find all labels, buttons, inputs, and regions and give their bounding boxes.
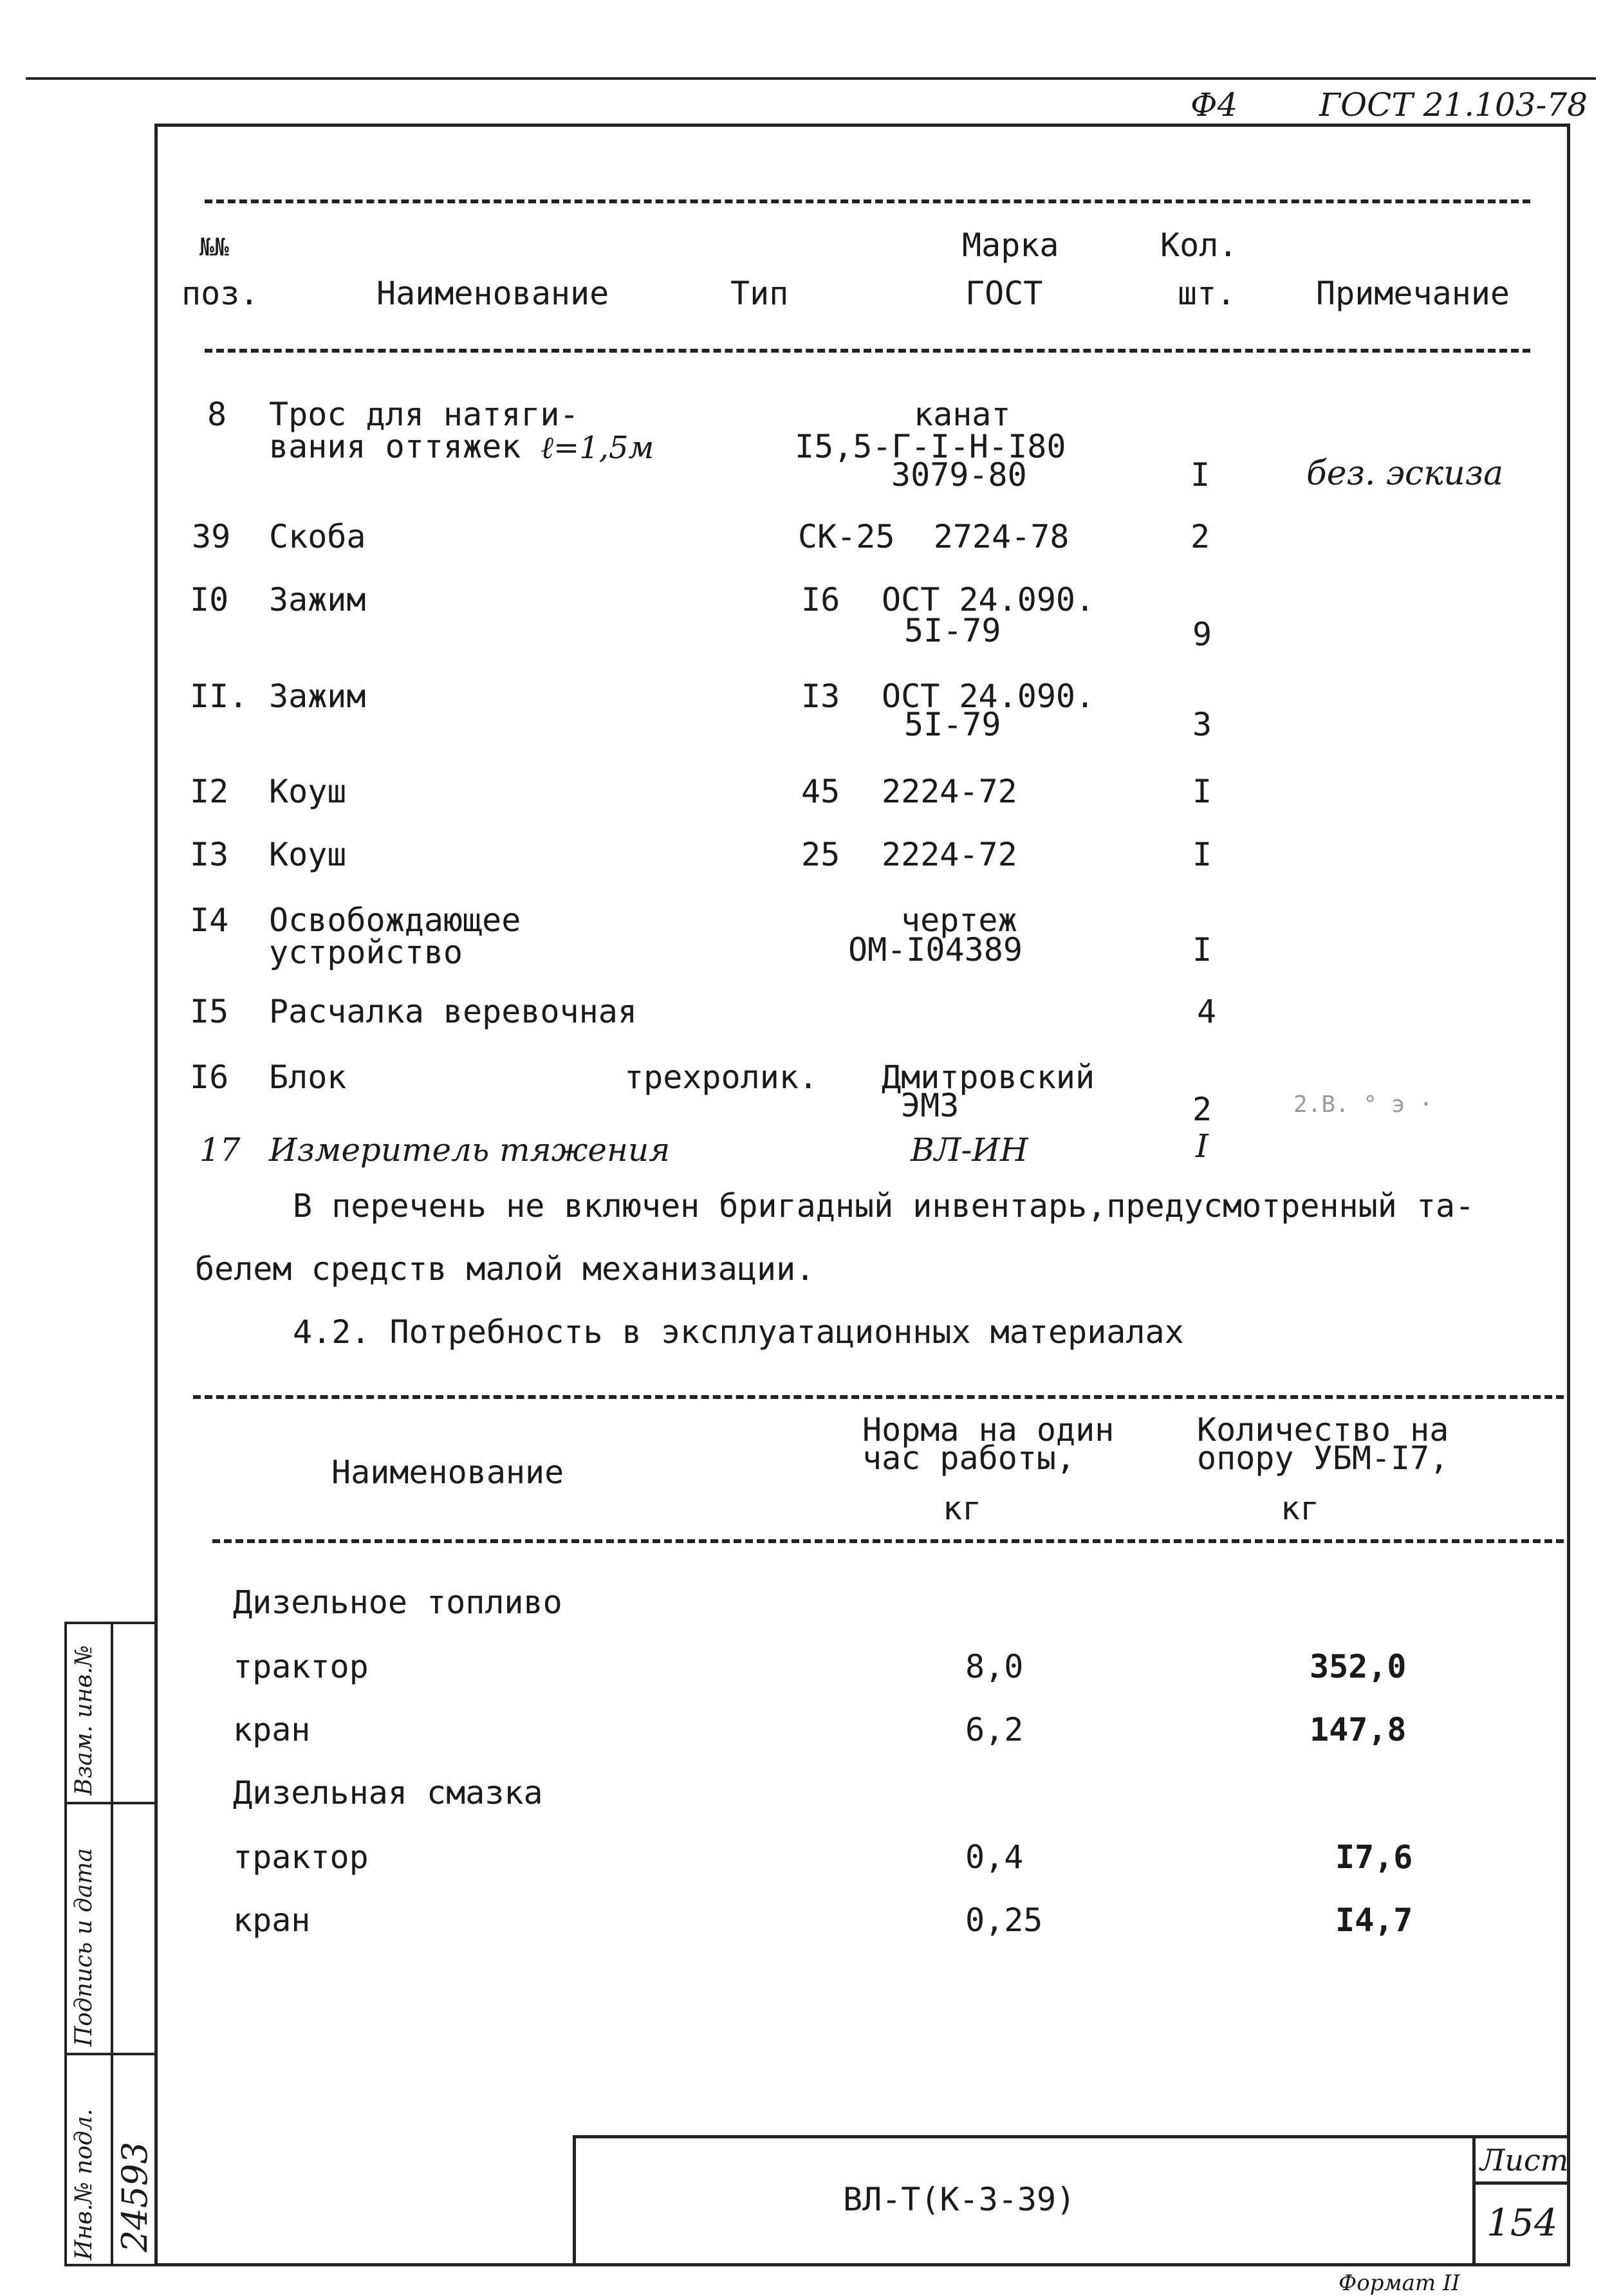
row-pos: I3: [190, 836, 229, 873]
format-label: Формат II: [1339, 2270, 1460, 2296]
col-pos-header-1: №№: [199, 233, 229, 261]
row-pos: I2: [190, 773, 229, 810]
row-qty: 3: [1192, 706, 1212, 743]
col-type-header: Тип: [730, 275, 789, 312]
sheet-code: Ф4: [1190, 86, 1238, 124]
col-qty-header-2: шт.: [1178, 275, 1236, 312]
row-type: I6: [801, 581, 840, 618]
materials-dash-top: [193, 1395, 1564, 1399]
material-name: трактор: [233, 1838, 369, 1876]
row-pos: 8: [207, 396, 227, 433]
row-mark: 5I-79: [904, 612, 1001, 649]
row-pos: I4: [190, 902, 229, 939]
signature-label: Подпись и дата: [71, 1848, 97, 2046]
row-name: Трос для натяги-: [269, 396, 579, 433]
row-qty: I: [1192, 836, 1212, 873]
col-norm-unit: кг: [943, 1490, 982, 1527]
row-type: I3: [801, 678, 840, 715]
material-qty: 352,0: [1310, 1648, 1407, 1685]
row-pos: I0: [190, 581, 229, 618]
row-mark: чертеж: [901, 902, 1017, 939]
col-norm-header-1: Норма на один: [862, 1411, 1115, 1449]
row-mark: 2224-72: [882, 773, 1017, 810]
materials-dash-bottom: [212, 1539, 1564, 1543]
material-qty: 147,8: [1310, 1711, 1407, 1748]
section-title: 4.2. Потребность в эксплуатационных материалах: [293, 1313, 1184, 1351]
row-name: Коуш: [269, 836, 347, 873]
row-type: 45: [801, 773, 840, 810]
col-qty-header-1: Кол.: [1160, 227, 1238, 264]
paragraph-line: белем средств малой механизации.: [195, 1250, 815, 1288]
col-mark-header-2: ГОСТ: [965, 275, 1043, 312]
row-mark: ОСТ 24.090.: [882, 678, 1095, 715]
material-norm: 8,0: [965, 1648, 1024, 1685]
row-pos: 39: [192, 518, 231, 555]
row-qty: I: [1192, 931, 1212, 968]
material-name: кран: [233, 1902, 311, 1939]
margin-stamp-rule: [64, 2053, 154, 2055]
row-type: трехролик.: [624, 1059, 819, 1096]
row-qty: 2: [1190, 518, 1210, 555]
row-mark: канат: [914, 396, 1011, 433]
row-pos-handwritten: 17: [199, 1131, 241, 1169]
col-note-header: Примечание: [1316, 275, 1510, 312]
row-mark: ОМ-I04389: [848, 931, 1023, 968]
row-qty-handwritten: I: [1196, 1127, 1209, 1165]
material-group: Дизельная смазка: [233, 1774, 543, 1811]
replace-inv-label: Взам. инв.№: [71, 1645, 97, 1795]
title-block-divider: [1472, 2181, 1570, 2185]
row-qty: 9: [1192, 616, 1212, 653]
row-mark: ОСТ 24.090.: [882, 581, 1095, 618]
row-name-handwritten: Измеритель тяжения: [269, 1131, 671, 1169]
material-name: кран: [233, 1711, 311, 1748]
row-mark-handwritten: ВЛ-ИН: [911, 1131, 1028, 1169]
material-norm: 6,2: [965, 1711, 1024, 1748]
row-type: 25: [801, 836, 840, 873]
row-name-handwritten: ℓ=1,5м: [541, 430, 654, 466]
inv-number-label: Инв.№ подл.: [71, 2108, 97, 2260]
row-name: Скоба: [269, 518, 366, 555]
paragraph-line: В перечень не включен бригадный инвентарь,предусмотренный та-: [293, 1187, 1475, 1225]
col-qty-header-2: опору УБМ-I7,: [1197, 1440, 1449, 1477]
row-mark: Дмитровский: [882, 1059, 1095, 1096]
row-note-handwritten: без. эскиза: [1306, 454, 1504, 493]
row-note-faint: 2.В. ° э ·: [1293, 1091, 1433, 1118]
material-qty: I7,6: [1335, 1838, 1413, 1876]
inv-number: 24593: [115, 2142, 155, 2252]
title-block-divider: [1472, 2135, 1476, 2266]
row-mark: ЭМЗ: [901, 1087, 959, 1124]
row-qty: I: [1192, 773, 1212, 810]
material-name: трактор: [233, 1648, 369, 1685]
col-norm-header-2: час работы,: [862, 1440, 1076, 1477]
sheet-number: 154: [1487, 2201, 1558, 2245]
margin-stamp-divider: [111, 1622, 113, 2266]
col-qty-unit: кг: [1281, 1490, 1320, 1527]
row-name: Расчалка веревочная: [269, 993, 637, 1030]
row-name: устройство: [269, 934, 463, 971]
row-mark: СК-25 2724-78: [798, 518, 1070, 555]
header-dash-bottom: [205, 349, 1530, 353]
sheet-label: Лист: [1480, 2143, 1569, 2178]
row-pos: II.: [190, 678, 248, 715]
row-mark: 2224-72: [882, 836, 1017, 873]
material-qty: I4,7: [1335, 1902, 1413, 1939]
row-pos: I6: [190, 1059, 229, 1096]
header-dash-top: [205, 199, 1530, 203]
row-qty: I: [1190, 456, 1210, 494]
material-group: Дизельное топливо: [233, 1584, 562, 1621]
row-mark: 5I-79: [904, 706, 1001, 743]
row-qty: 2: [1192, 1091, 1212, 1128]
row-pos: I5: [190, 993, 229, 1030]
row-name: Зажим: [269, 581, 366, 618]
standard-code: ГОСТ 21.103-78: [1319, 86, 1588, 124]
col-name-header: Наименование: [376, 275, 609, 312]
document-code: ВЛ-Т(К-3-39): [843, 2181, 1076, 2218]
col-pos-header-2: поз.: [181, 275, 259, 312]
margin-stamp-rule: [64, 1802, 154, 1804]
col-qty-header-1: Количество на: [1197, 1411, 1449, 1449]
material-norm: 0,25: [965, 1902, 1043, 1939]
row-name: Блок: [269, 1059, 347, 1096]
top-rule: [26, 77, 1596, 80]
row-mark: 3079-80: [891, 456, 1027, 494]
row-name: Освобождающее: [269, 902, 521, 939]
row-mark: I5,5-Г-I-Н-I80: [795, 428, 1066, 465]
row-name: Зажим: [269, 678, 366, 715]
row-name: вания оттяжек: [269, 428, 521, 465]
material-norm: 0,4: [965, 1838, 1024, 1876]
row-name: Коуш: [269, 773, 347, 810]
col-mark-header-1: Марка: [962, 227, 1059, 264]
row-qty: 4: [1197, 993, 1217, 1030]
col-name-header: Наименование: [331, 1454, 564, 1491]
